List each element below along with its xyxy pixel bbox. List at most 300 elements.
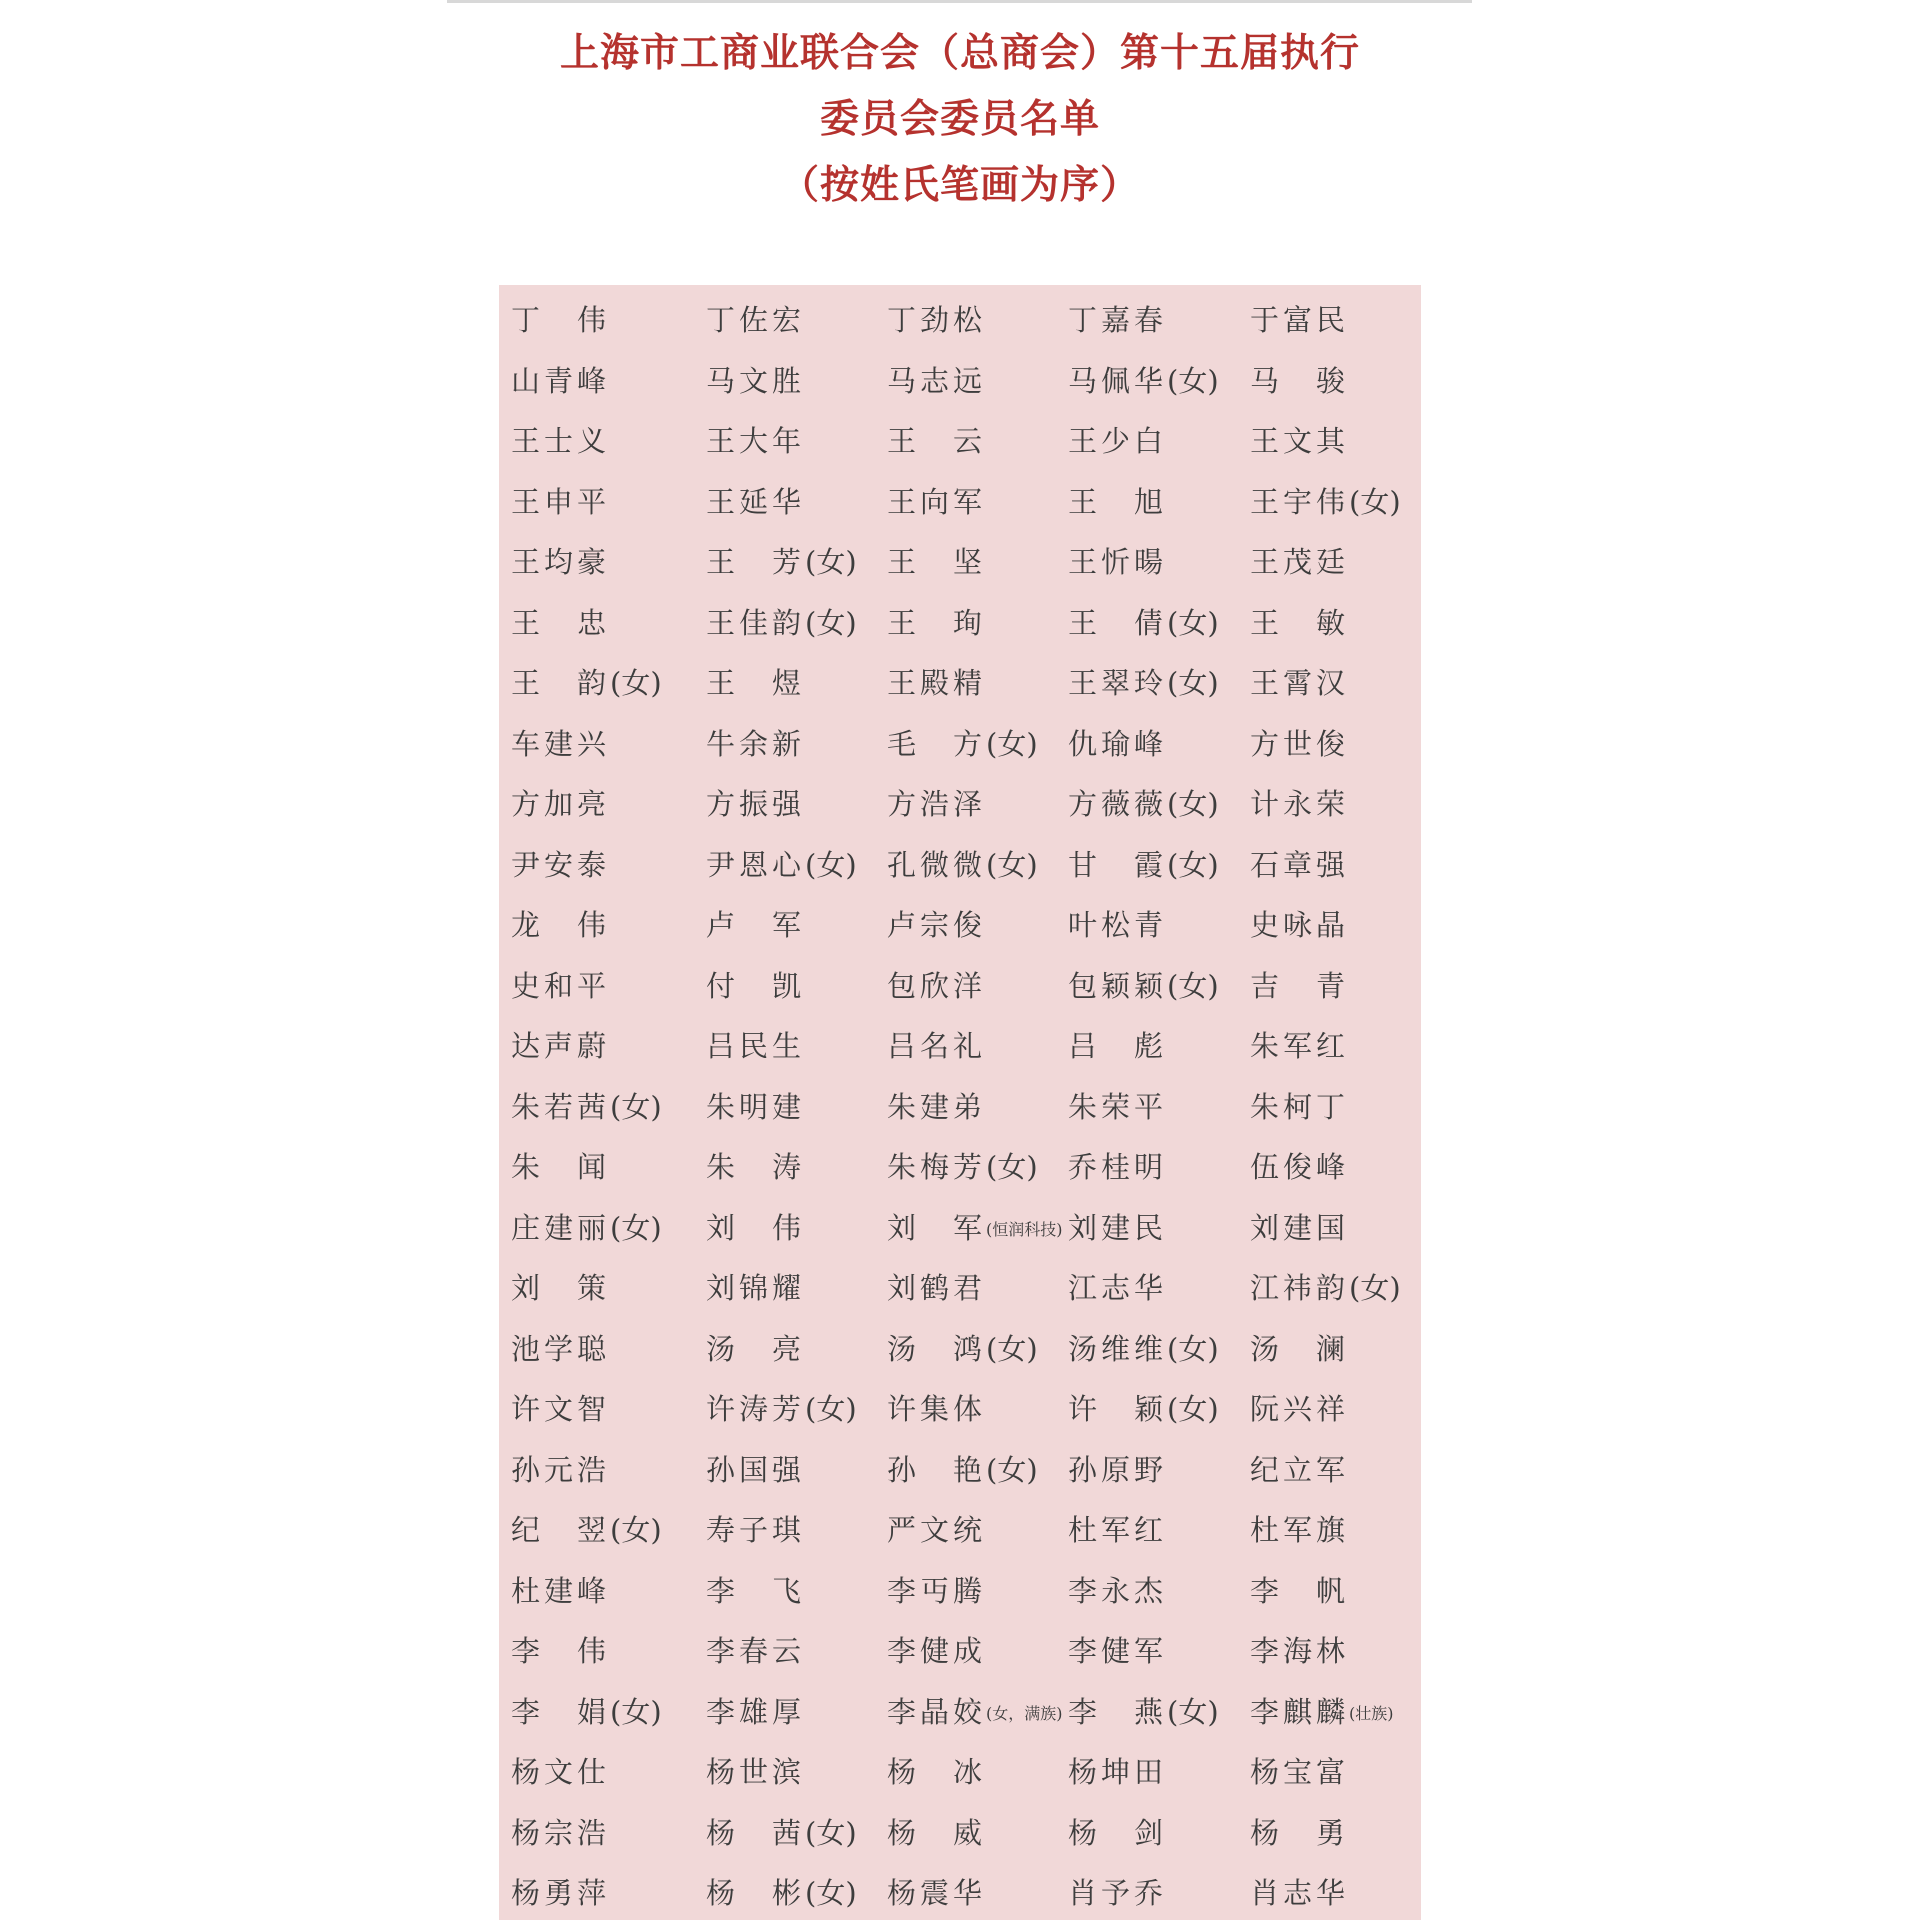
member-name: 丁劲松 <box>887 303 987 337</box>
member-note: (女) <box>610 1210 662 1245</box>
member-note: (女) <box>1349 1271 1401 1305</box>
member-name: 江志华 <box>1068 1271 1168 1305</box>
member-name: 牛余新 <box>706 726 806 761</box>
member-entry <box>706 1689 805 1750</box>
member-row <box>511 1568 1421 1629</box>
member-row <box>511 1205 1421 1266</box>
member-name: 杨坤田 <box>1068 1755 1168 1789</box>
member-note: (女) <box>986 1452 1038 1487</box>
member-row <box>511 1870 1421 1931</box>
member-name: 王大年 <box>706 424 806 458</box>
member-name: 朱梅芳 <box>887 1150 987 1184</box>
member-row <box>511 1628 1421 1689</box>
member-note: (女) <box>986 1331 1038 1366</box>
member-row <box>511 1507 1421 1568</box>
member-row <box>511 1810 1421 1871</box>
member-entry <box>706 600 857 661</box>
member-entry <box>887 1205 1063 1266</box>
member-note: (女) <box>1167 787 1219 821</box>
member-name: 方世俊 <box>1250 726 1350 761</box>
member-list-panel <box>499 285 1421 1920</box>
member-row <box>511 600 1421 661</box>
member-small-note: (女，满族) <box>986 1703 1063 1723</box>
member-name: 李 燕 <box>1068 1694 1168 1729</box>
member-entry <box>887 418 986 479</box>
member-entry <box>1068 1084 1167 1145</box>
member-row <box>511 1749 1421 1810</box>
member-name: 李永杰 <box>1068 1573 1168 1608</box>
member-entry <box>887 1265 986 1326</box>
member-entry <box>706 963 805 1024</box>
member-name: 王 坚 <box>887 545 987 579</box>
member-name: 丁嘉春 <box>1068 303 1168 337</box>
member-small-note: (恒润科技) <box>986 1219 1063 1239</box>
member-name: 王 忠 <box>511 605 611 640</box>
member-entry <box>511 1870 610 1931</box>
member-name: 尹安泰 <box>511 847 611 882</box>
member-name: 石章强 <box>1250 847 1350 882</box>
member-note: (女) <box>610 1694 662 1729</box>
member-note: (女) <box>986 1150 1038 1184</box>
member-name: 王均豪 <box>511 545 611 579</box>
member-entry <box>511 842 610 903</box>
member-row <box>511 358 1421 419</box>
member-note: (女) <box>805 1392 857 1426</box>
member-entry <box>1250 1507 1349 1568</box>
member-row <box>511 1447 1421 1508</box>
member-note: (女) <box>805 1815 857 1850</box>
member-name: 杜军红 <box>1068 1513 1168 1547</box>
member-row <box>511 1265 1421 1326</box>
member-entry <box>511 418 610 479</box>
member-entry <box>706 479 805 540</box>
member-entry <box>887 479 986 540</box>
member-entry <box>1068 479 1167 540</box>
member-note: (女) <box>1167 363 1219 398</box>
member-name: 王 珣 <box>887 605 987 640</box>
member-name: 王 倩 <box>1068 605 1168 640</box>
member-name: 丁佐宏 <box>706 303 806 337</box>
member-name: 李 伟 <box>511 1634 611 1668</box>
member-row <box>511 842 1421 903</box>
member-name: 王茂廷 <box>1250 545 1350 579</box>
member-name: 马志远 <box>887 363 987 398</box>
member-note: (女) <box>1349 484 1401 519</box>
member-entry <box>706 1144 805 1205</box>
member-name: 汤维维 <box>1068 1331 1168 1366</box>
member-entry <box>887 539 986 600</box>
member-entry <box>511 902 610 963</box>
member-entry <box>1250 1386 1349 1447</box>
member-name: 池学聪 <box>511 1331 611 1366</box>
member-name: 王 旭 <box>1068 484 1168 519</box>
member-entry <box>1068 1326 1219 1387</box>
member-entry <box>511 1023 610 1084</box>
member-row <box>511 1386 1421 1447</box>
member-entry <box>887 1568 986 1629</box>
member-entry <box>706 902 805 963</box>
member-entry <box>706 1265 805 1326</box>
member-name: 朱柯丁 <box>1250 1089 1350 1124</box>
member-entry <box>706 1023 805 1084</box>
member-name: 王 敏 <box>1250 605 1350 640</box>
member-entry <box>1068 1447 1167 1508</box>
member-entry <box>706 297 805 358</box>
member-name: 伍俊峰 <box>1250 1150 1350 1184</box>
member-name: 李晶姣 <box>887 1694 987 1729</box>
member-name: 达声蔚 <box>511 1029 611 1063</box>
member-entry <box>887 1084 986 1145</box>
member-entry <box>511 781 610 842</box>
member-entry <box>706 1507 805 1568</box>
member-name: 汤 亮 <box>706 1331 806 1366</box>
member-name: 杨宗浩 <box>511 1815 611 1850</box>
member-name: 于富民 <box>1250 303 1350 337</box>
member-name: 仇瑜峰 <box>1068 726 1168 761</box>
member-name: 杨 剑 <box>1068 1815 1168 1850</box>
member-name: 杨 彬 <box>706 1876 806 1910</box>
member-entry <box>706 1326 805 1387</box>
member-entry <box>1250 418 1349 479</box>
member-name: 车建兴 <box>511 726 611 761</box>
member-row <box>511 963 1421 1024</box>
member-name: 刘建民 <box>1068 1210 1168 1245</box>
member-entry <box>706 1386 857 1447</box>
member-entry <box>1068 721 1167 782</box>
member-entry <box>1068 1810 1167 1871</box>
member-entry <box>706 1205 805 1266</box>
member-note: (女) <box>1167 847 1219 882</box>
member-name: 包欣洋 <box>887 968 987 1003</box>
member-row <box>511 1023 1421 1084</box>
member-entry <box>887 1326 1038 1387</box>
member-name: 乔桂明 <box>1068 1150 1168 1184</box>
member-name: 李雄厚 <box>706 1694 806 1729</box>
member-name: 尹恩心 <box>706 847 806 882</box>
member-name: 王 芳 <box>706 545 806 579</box>
member-entry <box>511 1144 610 1205</box>
member-entry <box>1250 1447 1349 1508</box>
member-entry <box>1250 1265 1401 1326</box>
member-entry <box>511 479 610 540</box>
member-name: 方振强 <box>706 787 806 821</box>
member-name: 王忻暘 <box>1068 545 1168 579</box>
member-name: 王霄汉 <box>1250 666 1350 700</box>
member-note: (女) <box>805 605 857 640</box>
member-entry <box>511 1568 610 1629</box>
member-entry <box>887 963 986 1024</box>
member-name: 卢 军 <box>706 908 806 942</box>
member-name: 丁 伟 <box>511 303 611 337</box>
member-entry <box>1068 1507 1167 1568</box>
member-note: (女) <box>610 1513 662 1547</box>
member-entry <box>1250 539 1349 600</box>
member-name: 孙国强 <box>706 1452 806 1487</box>
member-entry <box>1250 479 1401 540</box>
member-entry <box>887 660 986 721</box>
member-row <box>511 418 1421 479</box>
member-note: (女) <box>1167 968 1219 1003</box>
member-name: 王少白 <box>1068 424 1168 458</box>
member-entry <box>1068 358 1219 419</box>
member-name: 李麒麟 <box>1250 1694 1350 1729</box>
member-entry <box>1068 1689 1219 1750</box>
document-title-line-3: （按姓氏笔画为序） <box>779 163 1140 208</box>
member-name: 马 骏 <box>1250 363 1350 398</box>
member-name: 王 煜 <box>706 666 806 700</box>
member-entry <box>1250 660 1349 721</box>
member-name: 杨 冰 <box>887 1755 987 1789</box>
member-name: 叶松青 <box>1068 908 1168 942</box>
member-row <box>511 1144 1421 1205</box>
member-entry <box>887 721 1038 782</box>
member-name: 史和平 <box>511 968 611 1003</box>
member-entry <box>511 1084 662 1145</box>
member-name: 甘 霞 <box>1068 847 1168 882</box>
member-entry <box>1250 1568 1349 1629</box>
top-divider <box>447 0 1472 3</box>
member-entry <box>706 358 805 419</box>
member-entry <box>706 1628 805 1689</box>
member-entry <box>511 1205 662 1266</box>
member-name: 孔微微 <box>887 847 987 882</box>
member-entry <box>1068 1568 1167 1629</box>
member-name: 阮兴祥 <box>1250 1392 1350 1426</box>
member-entry <box>706 660 805 721</box>
member-name: 杨 勇 <box>1250 1815 1350 1850</box>
member-entry <box>1250 1144 1349 1205</box>
member-name: 王申平 <box>511 484 611 519</box>
member-entry <box>511 600 610 661</box>
member-entry <box>887 1628 986 1689</box>
member-row <box>511 1689 1421 1750</box>
member-entry <box>1068 1265 1167 1326</box>
member-entry <box>1068 1023 1167 1084</box>
member-entry <box>1250 721 1349 782</box>
member-name: 王佳韵 <box>706 605 806 640</box>
member-entry <box>1068 902 1167 963</box>
member-entry <box>887 1023 986 1084</box>
member-name: 刘建国 <box>1250 1210 1350 1245</box>
member-entry <box>1250 1870 1349 1931</box>
member-entry <box>887 781 986 842</box>
member-note: (女) <box>610 666 662 700</box>
member-name: 纪 翌 <box>511 1513 611 1547</box>
member-entry <box>1250 902 1349 963</box>
member-note: (女) <box>805 1876 857 1910</box>
member-entry <box>511 539 610 600</box>
member-name: 杜建峰 <box>511 1573 611 1608</box>
member-name: 朱明建 <box>706 1089 806 1124</box>
member-entry <box>511 721 610 782</box>
member-name: 龙 伟 <box>511 908 611 942</box>
member-row <box>511 479 1421 540</box>
member-row <box>511 721 1421 782</box>
member-name: 刘 伟 <box>706 1210 806 1245</box>
member-name: 李 娟 <box>511 1694 611 1729</box>
member-entry <box>1250 842 1349 903</box>
member-name: 付 凯 <box>706 968 806 1003</box>
member-name: 马文胜 <box>706 363 806 398</box>
member-name: 严文统 <box>887 1513 987 1547</box>
member-entry <box>706 842 857 903</box>
member-note: (女) <box>1167 1331 1219 1366</box>
member-entry <box>1068 1628 1167 1689</box>
member-name: 许涛芳 <box>706 1392 806 1426</box>
member-name: 杨世滨 <box>706 1755 806 1789</box>
member-name: 孙 艳 <box>887 1452 987 1487</box>
member-name: 江祎韵 <box>1250 1271 1350 1305</box>
member-name: 李丏腾 <box>887 1573 987 1608</box>
member-entry <box>511 963 610 1024</box>
member-entry <box>1068 600 1219 661</box>
member-entry <box>706 418 805 479</box>
member-entry <box>1250 297 1349 358</box>
member-name: 李 飞 <box>706 1573 806 1608</box>
member-name: 史咏晶 <box>1250 908 1350 942</box>
member-name: 吕民生 <box>706 1029 806 1063</box>
member-name: 王殿精 <box>887 666 987 700</box>
member-entry <box>511 1265 610 1326</box>
member-name: 王文其 <box>1250 424 1350 458</box>
member-row <box>511 660 1421 721</box>
member-entry <box>706 1084 805 1145</box>
member-name: 杨 威 <box>887 1815 987 1850</box>
member-entry <box>1250 1810 1349 1871</box>
member-name: 山青峰 <box>511 363 611 398</box>
member-entry <box>706 1749 805 1810</box>
member-entry <box>887 1689 1063 1750</box>
member-entry <box>1068 1205 1167 1266</box>
member-entry <box>887 1144 1038 1205</box>
member-name: 吕名礼 <box>887 1029 987 1063</box>
member-name: 王翠玲 <box>1068 666 1168 700</box>
member-entry <box>511 1326 610 1387</box>
member-name: 王 云 <box>887 424 987 458</box>
member-row <box>511 781 1421 842</box>
member-name: 刘 策 <box>511 1271 611 1305</box>
member-entry <box>1068 1870 1167 1931</box>
member-entry <box>511 358 610 419</box>
member-entry <box>1250 1689 1394 1750</box>
member-entry <box>511 1386 610 1447</box>
member-entry <box>887 297 986 358</box>
member-name: 庄建丽 <box>511 1210 611 1245</box>
member-entry <box>1068 1386 1219 1447</box>
member-name: 吕 彪 <box>1068 1029 1168 1063</box>
member-note: (女) <box>805 847 857 882</box>
member-name: 许文智 <box>511 1392 611 1426</box>
member-name: 肖予乔 <box>1068 1876 1168 1910</box>
member-name: 汤 鸿 <box>887 1331 987 1366</box>
document-title-line-1: 上海市工商业联合会（总商会）第十五届执行 <box>559 31 1360 76</box>
member-entry <box>887 1447 1038 1508</box>
member-name: 王延华 <box>706 484 806 519</box>
member-name: 朱 闻 <box>511 1150 611 1184</box>
member-entry <box>887 1507 986 1568</box>
member-note: (女) <box>1167 605 1219 640</box>
member-entry <box>511 1810 610 1871</box>
member-name: 卢宗俊 <box>887 908 987 942</box>
member-entry <box>887 902 986 963</box>
member-name: 杨震华 <box>887 1876 987 1910</box>
member-name: 方薇薇 <box>1068 787 1168 821</box>
member-small-note: (壮族) <box>1349 1703 1394 1723</box>
member-name: 纪立军 <box>1250 1452 1350 1487</box>
member-entry <box>1250 1749 1349 1810</box>
member-entry <box>511 1447 610 1508</box>
member-note: (女) <box>1167 1694 1219 1729</box>
member-entry <box>706 1568 805 1629</box>
member-name: 李健成 <box>887 1634 987 1668</box>
member-name: 朱 涛 <box>706 1150 806 1184</box>
member-entry <box>1250 1326 1349 1387</box>
member-name: 王向军 <box>887 484 987 519</box>
member-note: (女) <box>986 726 1038 761</box>
member-name: 刘鹤君 <box>887 1271 987 1305</box>
member-entry <box>1250 781 1349 842</box>
member-name: 杨 茜 <box>706 1815 806 1850</box>
document-title-line-2: 委员会委员名单 <box>819 97 1100 142</box>
member-name: 李海林 <box>1250 1634 1350 1668</box>
member-name: 杨文仕 <box>511 1755 611 1789</box>
member-entry <box>1250 358 1349 419</box>
member-entry <box>887 600 986 661</box>
member-name: 刘 军 <box>887 1210 987 1245</box>
member-name: 计永荣 <box>1250 787 1350 821</box>
member-entry <box>887 1386 986 1447</box>
member-entry <box>887 1870 986 1931</box>
member-entry <box>1250 1628 1349 1689</box>
member-entry <box>1250 1205 1349 1266</box>
member-name: 杨宝富 <box>1250 1755 1350 1789</box>
member-entry <box>1068 297 1167 358</box>
member-name: 马佩华 <box>1068 363 1168 398</box>
member-name: 吉 青 <box>1250 968 1350 1003</box>
member-entry <box>1068 842 1219 903</box>
member-entry <box>1250 1084 1349 1145</box>
member-name: 许集体 <box>887 1392 987 1426</box>
member-entry <box>1068 539 1167 600</box>
member-name: 朱若茜 <box>511 1089 611 1124</box>
member-note: (女) <box>610 1089 662 1124</box>
member-entry <box>511 1689 662 1750</box>
member-entry <box>1068 660 1219 721</box>
member-name: 杨勇萍 <box>511 1876 611 1910</box>
member-entry <box>1250 600 1349 661</box>
member-name: 包颖颖 <box>1068 968 1168 1003</box>
member-name: 朱军红 <box>1250 1029 1350 1063</box>
member-name: 李 帆 <box>1250 1573 1350 1608</box>
member-entry <box>511 660 662 721</box>
member-name: 李健军 <box>1068 1634 1168 1668</box>
member-name: 方加亮 <box>511 787 611 821</box>
member-entry <box>887 1749 986 1810</box>
member-entry <box>706 1870 857 1931</box>
member-entry <box>1068 963 1219 1024</box>
member-name: 汤 澜 <box>1250 1331 1350 1366</box>
member-name: 杜军旗 <box>1250 1513 1350 1547</box>
member-name: 肖志华 <box>1250 1876 1350 1910</box>
member-name: 朱荣平 <box>1068 1089 1168 1124</box>
member-row <box>511 1326 1421 1387</box>
member-note: (女) <box>805 545 857 579</box>
member-name: 毛 方 <box>887 726 987 761</box>
member-entry <box>1068 781 1219 842</box>
member-row <box>511 539 1421 600</box>
member-entry <box>511 1749 610 1810</box>
member-entry <box>706 1447 805 1508</box>
